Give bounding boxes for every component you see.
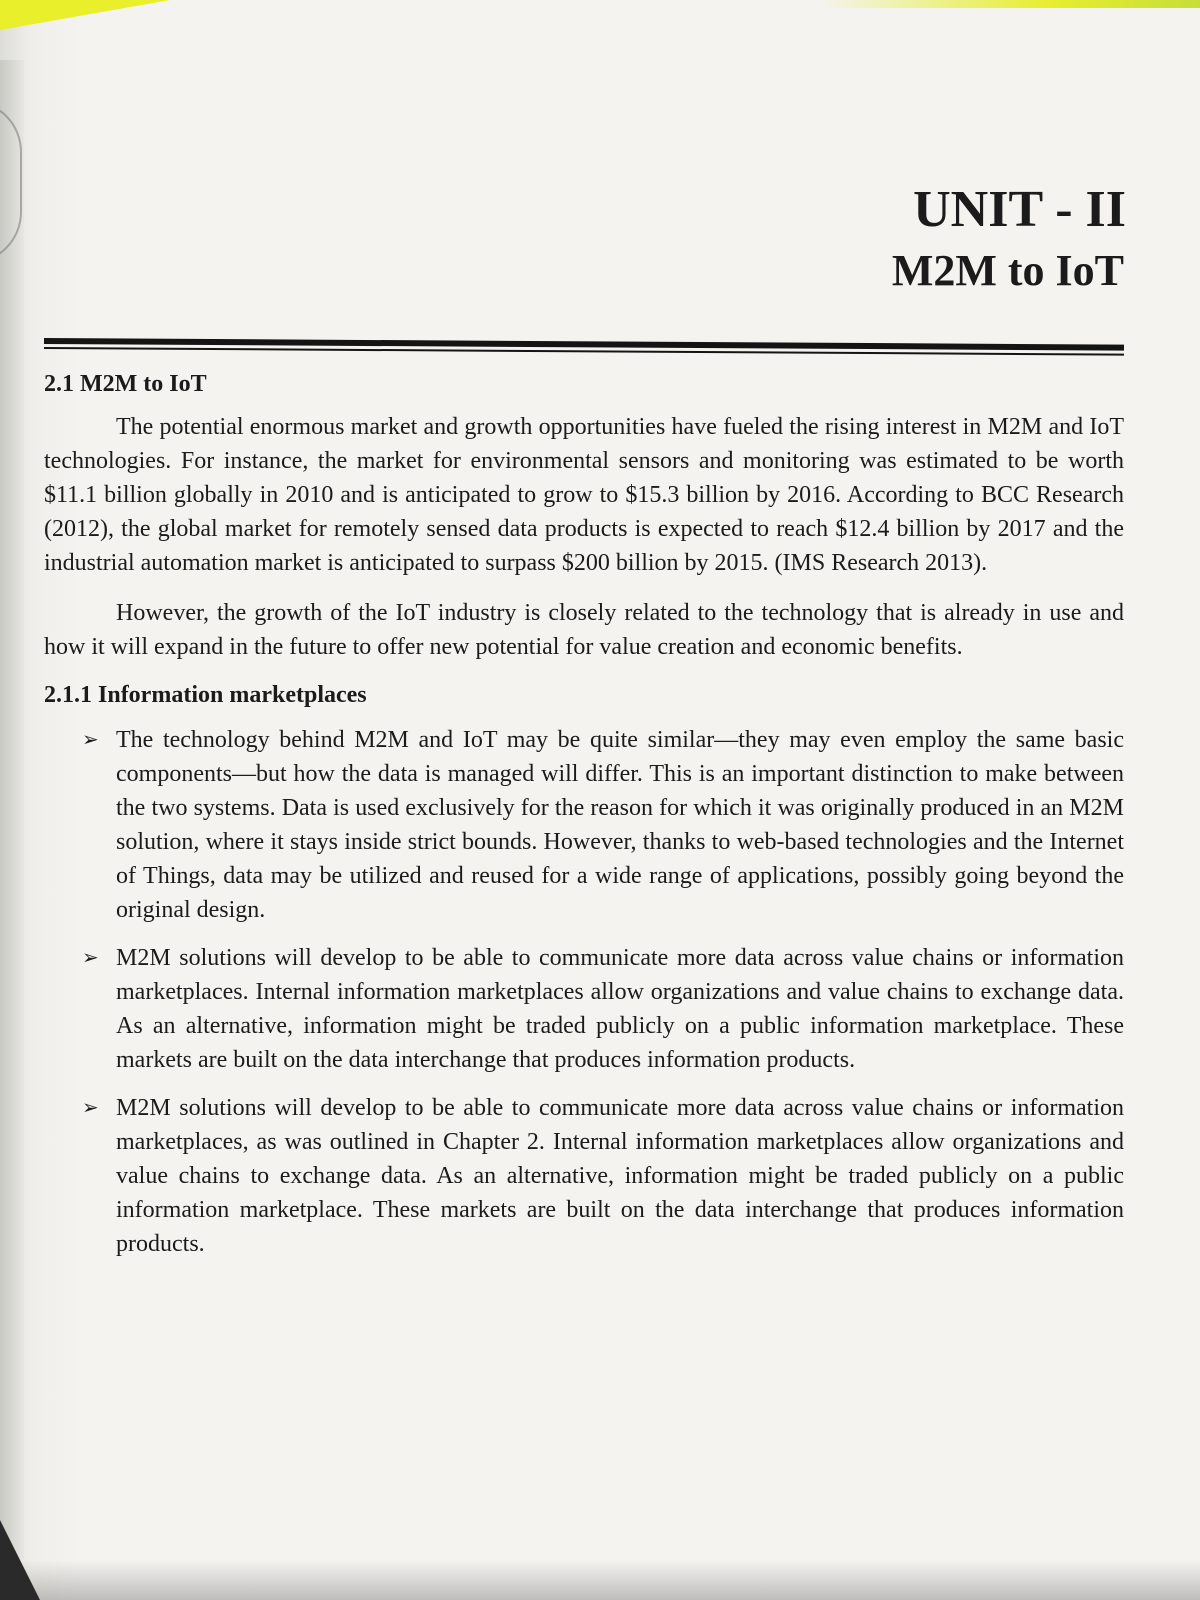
bullet-text: The technology behind M2M and IoT may be quite similar—they may even employ the same basic components—but how the data is managed will differ. This is an important distinction to make between the two systems. Data is used exclusively for the reason for which it was originally produced in an M2M solution, where it stays inside strict bounds. However, thanks to web-based technologies and the Internet of Things, data may be utilized and reused for a wide range of applications, possibly going beyond the original design. xyxy=(116,727,1124,923)
bottom-corner-shadow xyxy=(0,1520,40,1600)
arrow-bullet-icon: ➢ xyxy=(82,729,99,751)
arrow-bullet-icon: ➢ xyxy=(82,1097,99,1119)
bullet-list xyxy=(44,723,1124,1261)
paragraph-2: However, the growth of the IoT industry is closely related to the technology that is already in use and how it will expand in the future to offer new potential for value creation and economic benefits. xyxy=(44,600,1124,660)
page-content xyxy=(44,180,1124,1275)
bullet-text: M2M solutions will develop to be able to communicate more data across value chains or information marketplaces. Internal information marketplaces allow organizations and value chains to exchange data. As an alternative, information might be traded publicly on a public information marketplace. These markets are built on the data interchange that produces information products. xyxy=(116,945,1124,1073)
paragraph-1: The potential enormous market and growth opportunities have fueled the rising interest in M2M and IoT technologies. For instance, the market for environmental sensors and monitoring was estimated to be worth $11.1 billion globally in 2010 and is anticipated to grow to $15.3 billion by 2016. According to BCC Research (2012), the global market for remotely sensed data products is expected to reach $12.4 billion by 2017 and the industrial automation market is anticipated to surpass $200 billion by 2015. (IMS Research 2013). xyxy=(44,414,1124,576)
arrow-bullet-icon: ➢ xyxy=(82,947,99,969)
list-item xyxy=(82,1091,1124,1261)
unit-subtitle: M2M to IoT xyxy=(891,246,1124,295)
page-binding-shadow xyxy=(0,60,24,1560)
bullet-text: M2M solutions will develop to be able to communicate more data across value chains or information marketplaces, as was outlined in Chapter 2. Internal information marketplaces allow organizations and value chains to exchange data. As an alternative, information might be traded publicly on a public information marketplace. These markets are built on the data interchange that produces information products. xyxy=(116,1095,1124,1257)
section-heading: 2.1 M2M to IoT xyxy=(44,371,207,397)
unit-title: UNIT - II xyxy=(913,181,1126,238)
subsection-heading: 2.1.1 Information marketplaces xyxy=(44,682,367,708)
list-item xyxy=(82,941,1124,1077)
yellow-corner-mark xyxy=(0,0,170,30)
bottom-shadow xyxy=(0,1560,1200,1600)
yellow-edge-mark xyxy=(820,0,1200,8)
list-item xyxy=(82,723,1124,927)
